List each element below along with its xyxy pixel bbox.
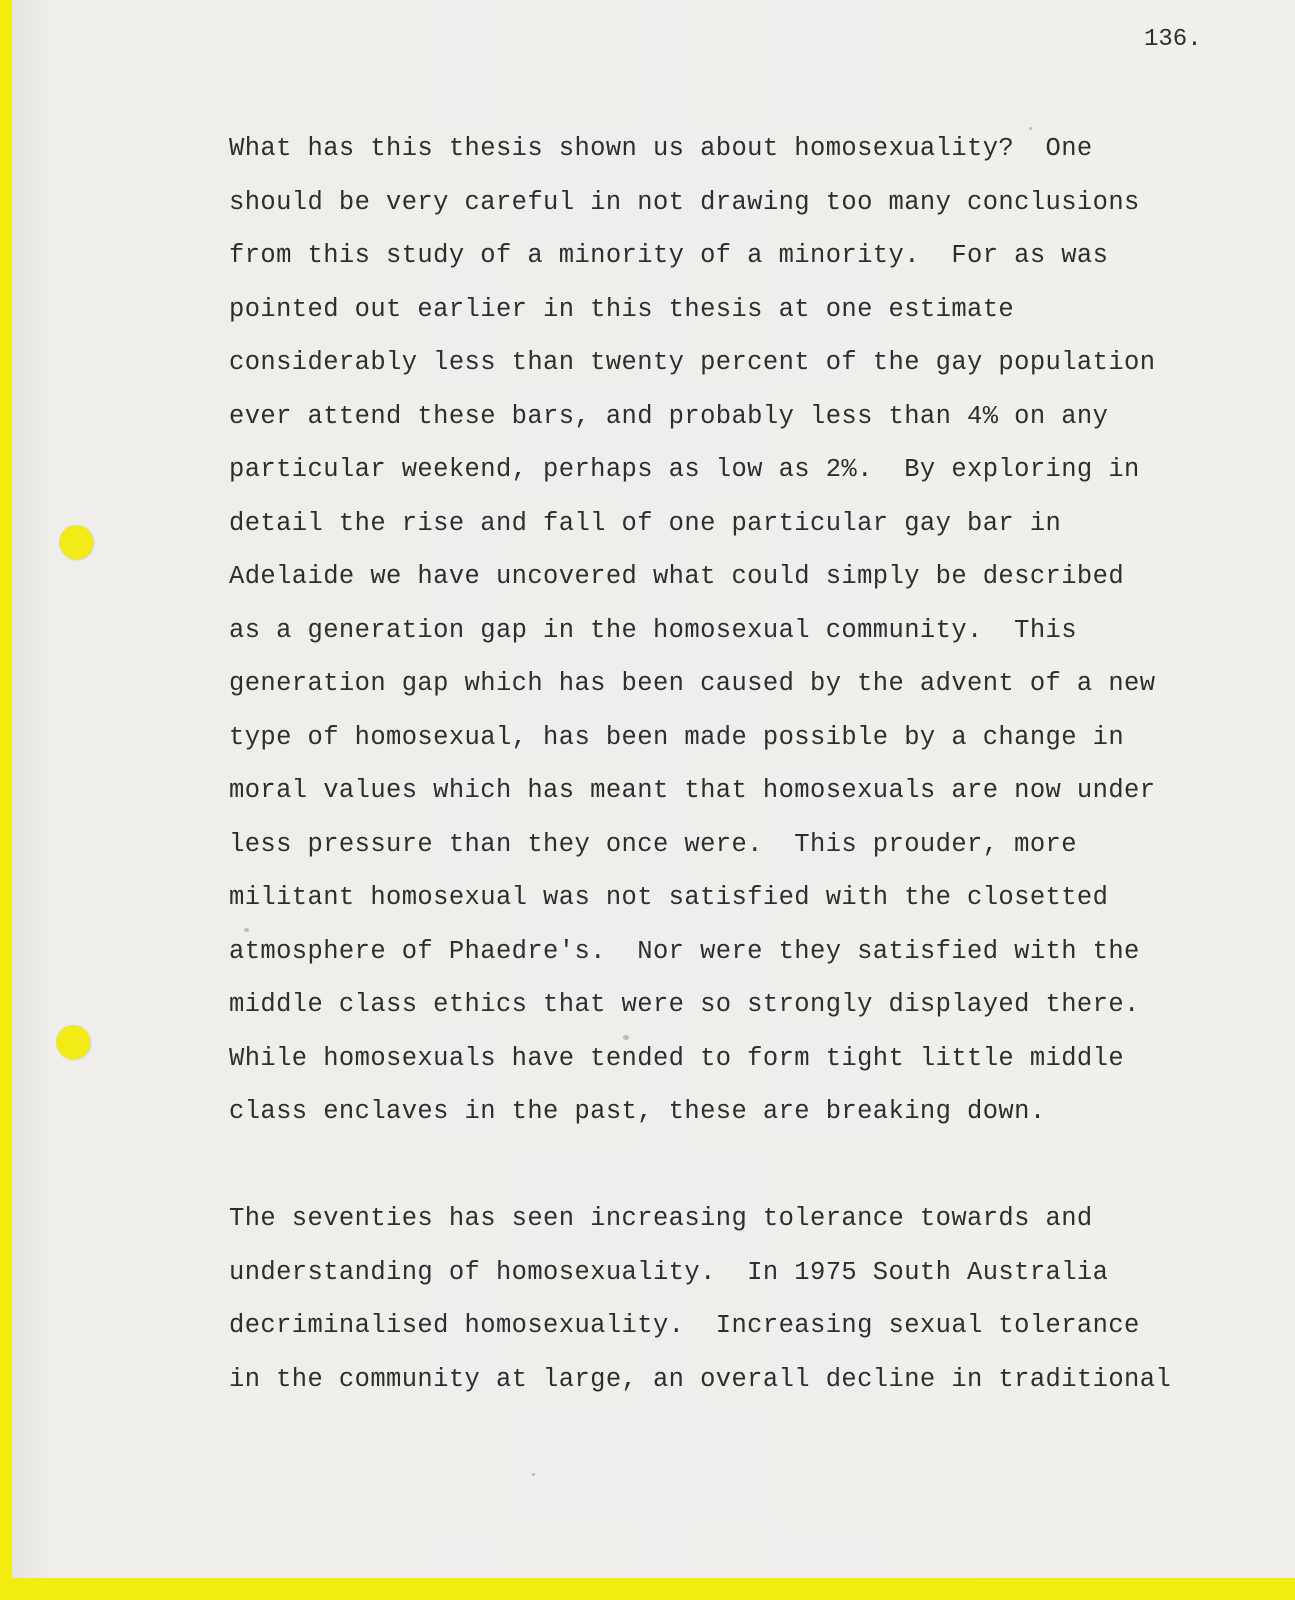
paper-speck: [532, 1473, 535, 1476]
text-line: class enclaves in the past, these are breaking down.: [229, 1097, 1046, 1126]
text-line: atmosphere of Phaedre's. Nor were they satisfied with the: [229, 936, 1140, 966]
text-line: generation gap which has been caused by the advent of a new: [229, 669, 1156, 698]
text-line: pointed out earlier in this thesis at one estimate: [229, 294, 1015, 324]
text-line: should be very careful in not drawing too many conclusions: [229, 187, 1140, 217]
binder-hole-upper: [59, 525, 93, 559]
text-line: considerably less than twenty percent of the gay population: [229, 348, 1156, 377]
paragraph-gap: [229, 1139, 1229, 1193]
text-line: from this study of a minority of a minority. For as was: [229, 241, 1109, 270]
paragraph-1: [229, 122, 1229, 1139]
paragraph-2: [229, 1192, 1229, 1406]
text-line: particular weekend, perhaps as low as 2%. By exploring in: [229, 455, 1140, 484]
text-line: less pressure than they once were. This prouder, more: [229, 829, 1077, 859]
text-line: Adelaide we have uncovered what could simply be described: [229, 562, 1125, 591]
text-line: What has this thesis shown us about homosexuality? One: [229, 134, 1093, 163]
text-line: ever attend these bars, and probably less than 4% on any: [229, 401, 1109, 431]
text-line: detail the rise and fall of one particular gay bar in: [229, 508, 1062, 538]
paper-speck: [623, 1035, 629, 1040]
text-line: understanding of homosexuality. In 1975 South Australia: [229, 1257, 1109, 1287]
page-number: 136.: [1144, 26, 1202, 53]
text-line: While homosexuals have tended to form tight little middle: [229, 1043, 1125, 1073]
text-line: as a generation gap in the homosexual community. This: [229, 615, 1077, 645]
paper-speck: [244, 928, 249, 932]
paper-speck: [1029, 127, 1032, 130]
text-line: The seventies has seen increasing tolerance towards and: [229, 1204, 1093, 1233]
text-line: decriminalised homosexuality. Increasing sexual tolerance: [229, 1311, 1140, 1340]
text-line: militant homosexual was not satisfied with the closetted: [229, 883, 1109, 912]
text-line: in the community at large, an overall decline in traditional: [229, 1364, 1172, 1394]
body-text: [229, 122, 1229, 1406]
binder-hole-lower: [56, 1025, 90, 1059]
paper-page: [12, 0, 1295, 1578]
text-line: type of homosexual, has been made possible by a change in: [229, 722, 1125, 752]
text-line: moral values which has meant that homosexuals are now under: [229, 776, 1156, 805]
text-line: middle class ethics that were so strongly displayed there.: [229, 990, 1140, 1019]
